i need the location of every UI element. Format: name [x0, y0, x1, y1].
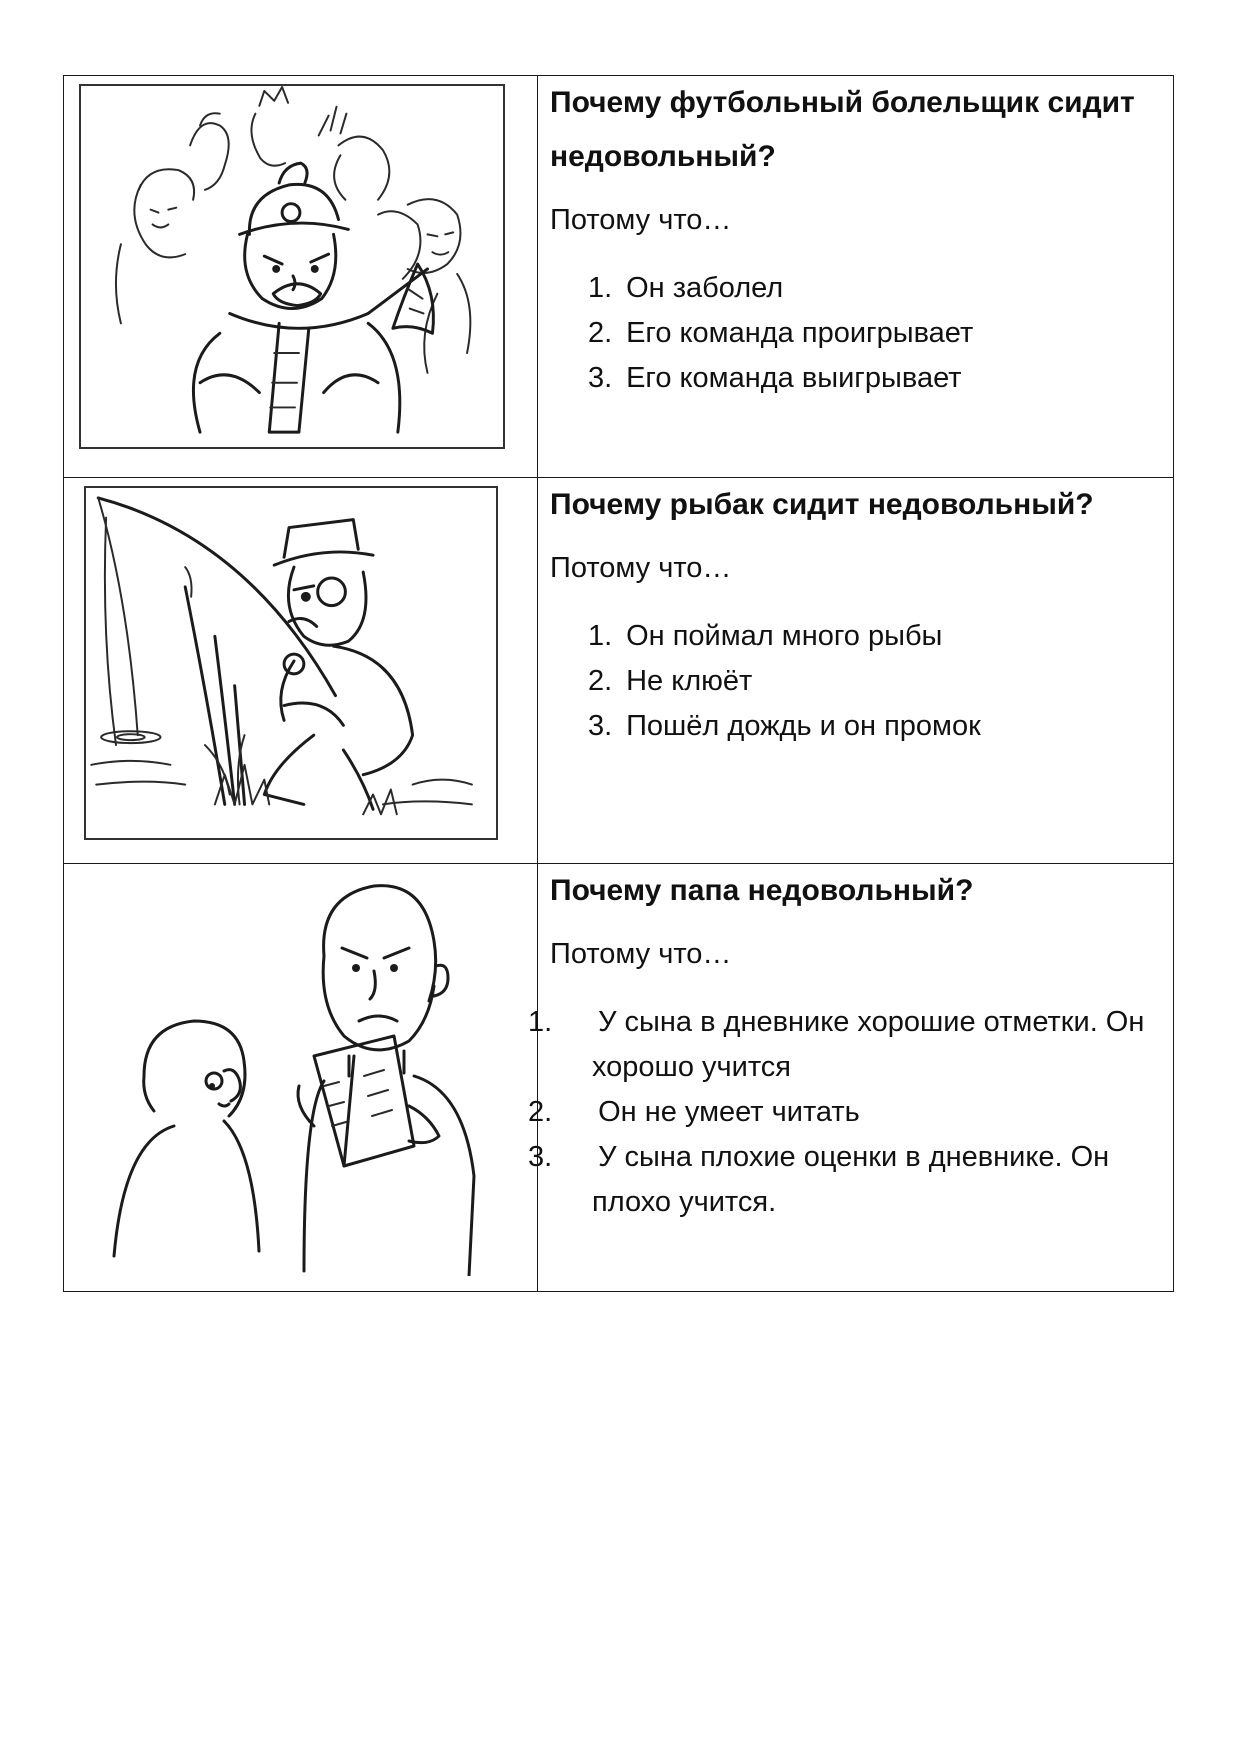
question-text: Почему папа недовольный? [550, 874, 974, 907]
option-text: Он заболел [626, 272, 784, 304]
angry-football-fan-icon [81, 86, 503, 447]
worksheet-row-father [64, 864, 1174, 1292]
answer-options [528, 1000, 1161, 1225]
option-text: Его команда проигрывает [626, 317, 974, 349]
option-number: 2. [588, 317, 613, 349]
answer-option[interactable] [550, 356, 1161, 401]
option-number: 2. [528, 1096, 553, 1128]
picture-cell [64, 76, 538, 478]
option-text: У сына в дневнике хорошие отметки. Он хорошо учится [592, 1006, 1145, 1083]
worksheet-row-fisherman [64, 478, 1174, 864]
question-text: Почему рыбак сидит недовольный? [550, 488, 1094, 521]
answer-option[interactable] [550, 704, 1161, 749]
question-cell [538, 478, 1174, 864]
illustration-frame [84, 876, 524, 1276]
answer-option[interactable] [550, 266, 1161, 311]
picture-cell [64, 864, 538, 1292]
picture-cell [64, 478, 538, 864]
answer-option[interactable] [550, 311, 1161, 356]
question-text: Почему футбольный болельщик сидит недовольный? [550, 86, 1135, 173]
option-number: 1. [528, 1006, 553, 1038]
option-number: 3. [528, 1141, 553, 1173]
answer-option[interactable] [528, 1000, 1161, 1090]
father-reading-diary-icon [84, 876, 524, 1276]
option-number: 2. [588, 665, 613, 697]
option-text: Не клюёт [626, 665, 753, 697]
grumpy-fisherman-icon [86, 488, 496, 838]
illustration-frame [79, 84, 505, 449]
answer-intro: Потому что… [550, 204, 732, 236]
option-text: Он не умеет читать [598, 1096, 860, 1128]
worksheet-table [63, 75, 1174, 1292]
question-cell [538, 76, 1174, 478]
worksheet-row-football-fan [64, 76, 1174, 478]
answer-option[interactable] [528, 1135, 1161, 1225]
option-text: Он поймал много рыбы [626, 620, 943, 652]
question-cell [528, 864, 1174, 1292]
option-number: 1. [588, 620, 613, 652]
option-text: Его команда выигрывает [626, 362, 962, 394]
option-text: Пошёл дождь и он промок [626, 710, 981, 742]
answer-options [550, 614, 1161, 749]
answer-options [550, 266, 1161, 401]
option-number: 3. [588, 710, 613, 742]
illustration-frame [84, 486, 498, 840]
option-number: 3. [588, 362, 613, 394]
answer-option[interactable] [550, 659, 1161, 704]
answer-option[interactable] [550, 614, 1161, 659]
answer-intro: Потому что… [550, 938, 732, 970]
answer-option[interactable] [528, 1090, 1161, 1135]
answer-intro: Потому что… [550, 552, 732, 584]
option-number: 1. [588, 272, 613, 304]
option-text: У сына плохие оценки в дневнике. Он плохо учится. [592, 1141, 1110, 1218]
